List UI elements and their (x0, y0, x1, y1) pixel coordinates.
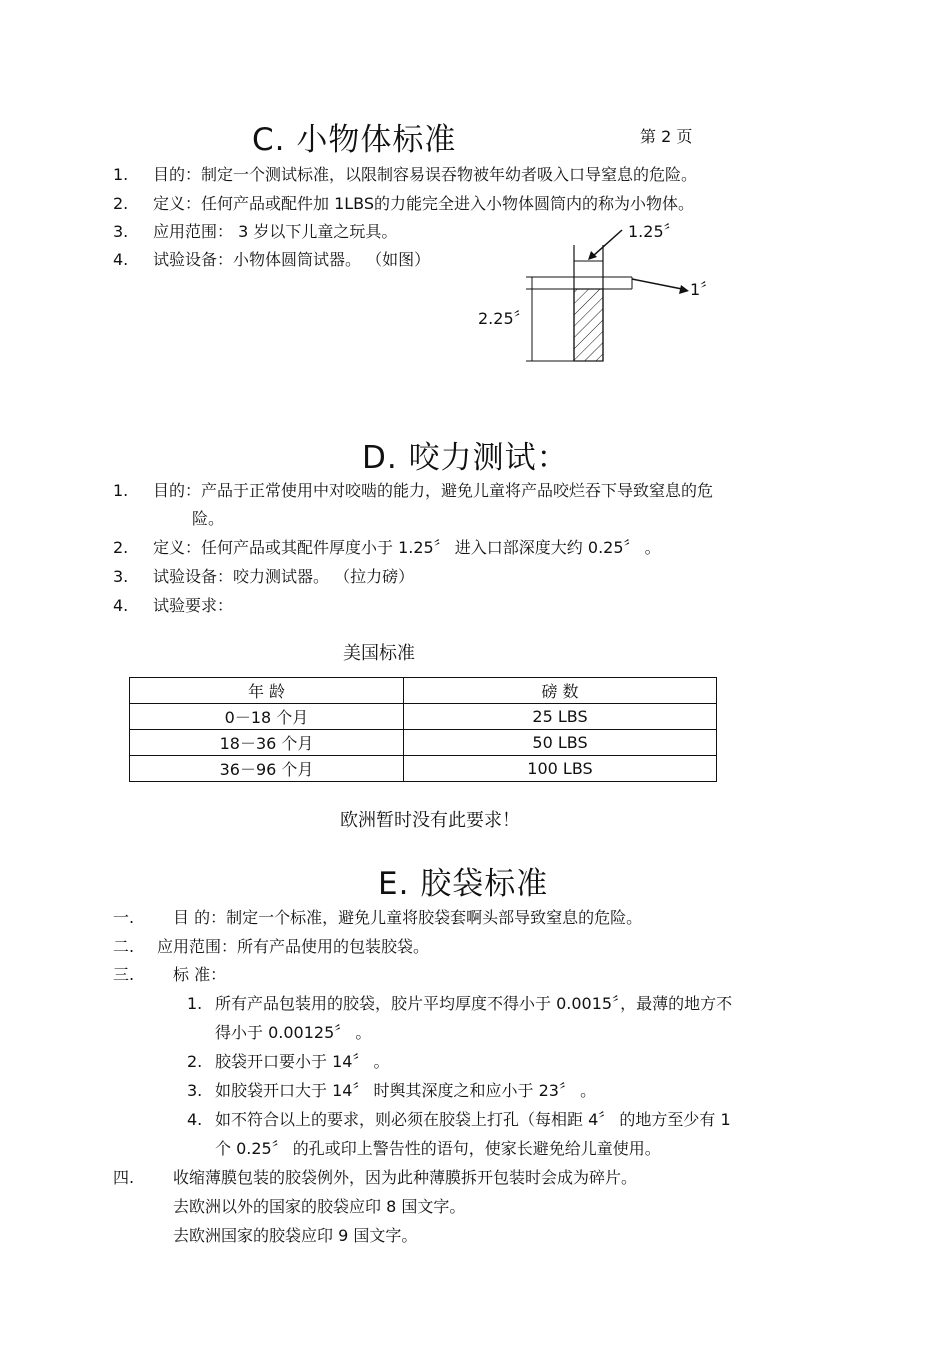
header-force: 磅 数 (404, 678, 717, 704)
page-number: 第 2 页 (640, 127, 693, 146)
list-number: 二. (113, 937, 135, 956)
table-caption: 美国标准 (343, 643, 415, 664)
list-number: 四. (113, 1168, 135, 1187)
table-header-row (130, 678, 717, 704)
arrow-right (632, 279, 682, 289)
list-number: 1. (187, 994, 203, 1013)
list-number: 1. (113, 165, 129, 184)
list-number: 2. (187, 1052, 203, 1071)
list-text: 收缩薄膜包装的胶袋例外，因为此种薄膜拆开包装时会成为碎片。 (173, 1168, 638, 1187)
cell-force: 50 LBS (404, 730, 717, 756)
cell-force: 25 LBS (404, 704, 717, 730)
section-e-title: E. 胶袋标准 (378, 866, 549, 902)
list-text: 应用范围：所有产品使用的包装胶袋。 (157, 937, 430, 956)
list-number: 2. (113, 538, 129, 557)
list-text: 如胶袋开口大于 14〞 时舆其深度之和应小于 23〞 。 (215, 1081, 597, 1100)
list-text: 应用范围： 3 岁以下儿童之玩具。 (153, 222, 398, 241)
small-parts-cylinder-figure (470, 215, 717, 370)
cell-age: 36－96 个月 (130, 756, 404, 782)
list-number: 1. (113, 481, 129, 500)
list-text: 试验设备：咬力测试器。 （拉力磅） (153, 567, 415, 586)
bite-force-table (129, 677, 717, 782)
list-number: 3. (187, 1081, 203, 1100)
print-requirement-non-europe: 去欧洲以外的国家的胶袋应印 8 国文字。 (173, 1197, 466, 1216)
list-text: 标 准： (173, 965, 227, 984)
list-text: 目的：产品于正常使用中对咬啮的能力，避免儿童将产品咬烂吞下导致窒息的危 (153, 481, 714, 500)
list-text: 胶袋开口要小于 14〞 。 (215, 1052, 390, 1071)
list-number: 4. (113, 250, 129, 269)
hatched-section (574, 289, 603, 361)
list-text: 定义：任何产品或配件加 1LBS的力能完全进入小物体圆筒内的称为小物体。 (153, 194, 695, 213)
list-text: 目的：制定一个测试标准，以限制容易误吞物被年幼者吸入口导窒息的危险。 (153, 165, 698, 184)
list-text: 如不符合以上的要求，则必须在胶袋上打孔（每相距 4〞 的地方至少有 1 (215, 1110, 731, 1129)
list-number: 3. (113, 222, 129, 241)
header-age: 年 龄 (130, 678, 404, 704)
table-row (130, 756, 717, 782)
list-text-continued: 险。 (192, 509, 225, 528)
list-text: 试验设备：小物体圆筒试器。 （如图） (153, 250, 431, 269)
list-text-continued: 得小于 0.00125〞 。 (215, 1023, 372, 1042)
list-number: 三. (113, 965, 135, 984)
label-1-25: 1.25〞 (628, 222, 680, 241)
cell-age: 0－18 个月 (130, 704, 404, 730)
label-2-25: 2.25〞 (478, 309, 530, 328)
list-number: 2. (113, 194, 129, 213)
table-row (130, 704, 717, 730)
list-text: 目 的：制定一个标准，避免儿童将胶袋套啊头部导致窒息的危险。 (173, 908, 643, 927)
section-c-title: C. 小物体标准 (252, 122, 457, 158)
arrow-top (593, 230, 622, 256)
list-text: 试验要求： (153, 596, 234, 615)
section-d-title: D. 咬力测试： (362, 440, 569, 476)
list-number: 4. (187, 1110, 203, 1129)
list-number: 4. (113, 596, 129, 615)
table-row (130, 730, 717, 756)
cell-force: 100 LBS (404, 756, 717, 782)
list-number: 3. (113, 567, 129, 586)
list-text: 所有产品包装用的胶袋，胶片平均厚度不得小于 0.0015〞，最薄的地方不 (215, 994, 733, 1013)
list-text-continued: 个 0.25〞 的孔或印上警告性的语句，使家长避免给儿童使用。 (215, 1139, 661, 1158)
label-1: 1〞 (690, 280, 717, 299)
print-requirement-europe: 去欧洲国家的胶袋应印 9 国文字。 (173, 1226, 418, 1245)
list-text: 定义：任何产品或其配件厚度小于 1.25〞 进入口部深度大约 0.25〞 。 (153, 538, 661, 557)
cell-age: 18－36 个月 (130, 730, 404, 756)
list-number: 一. (113, 908, 135, 927)
europe-note: 欧洲暂时没有此要求！ (340, 810, 520, 831)
